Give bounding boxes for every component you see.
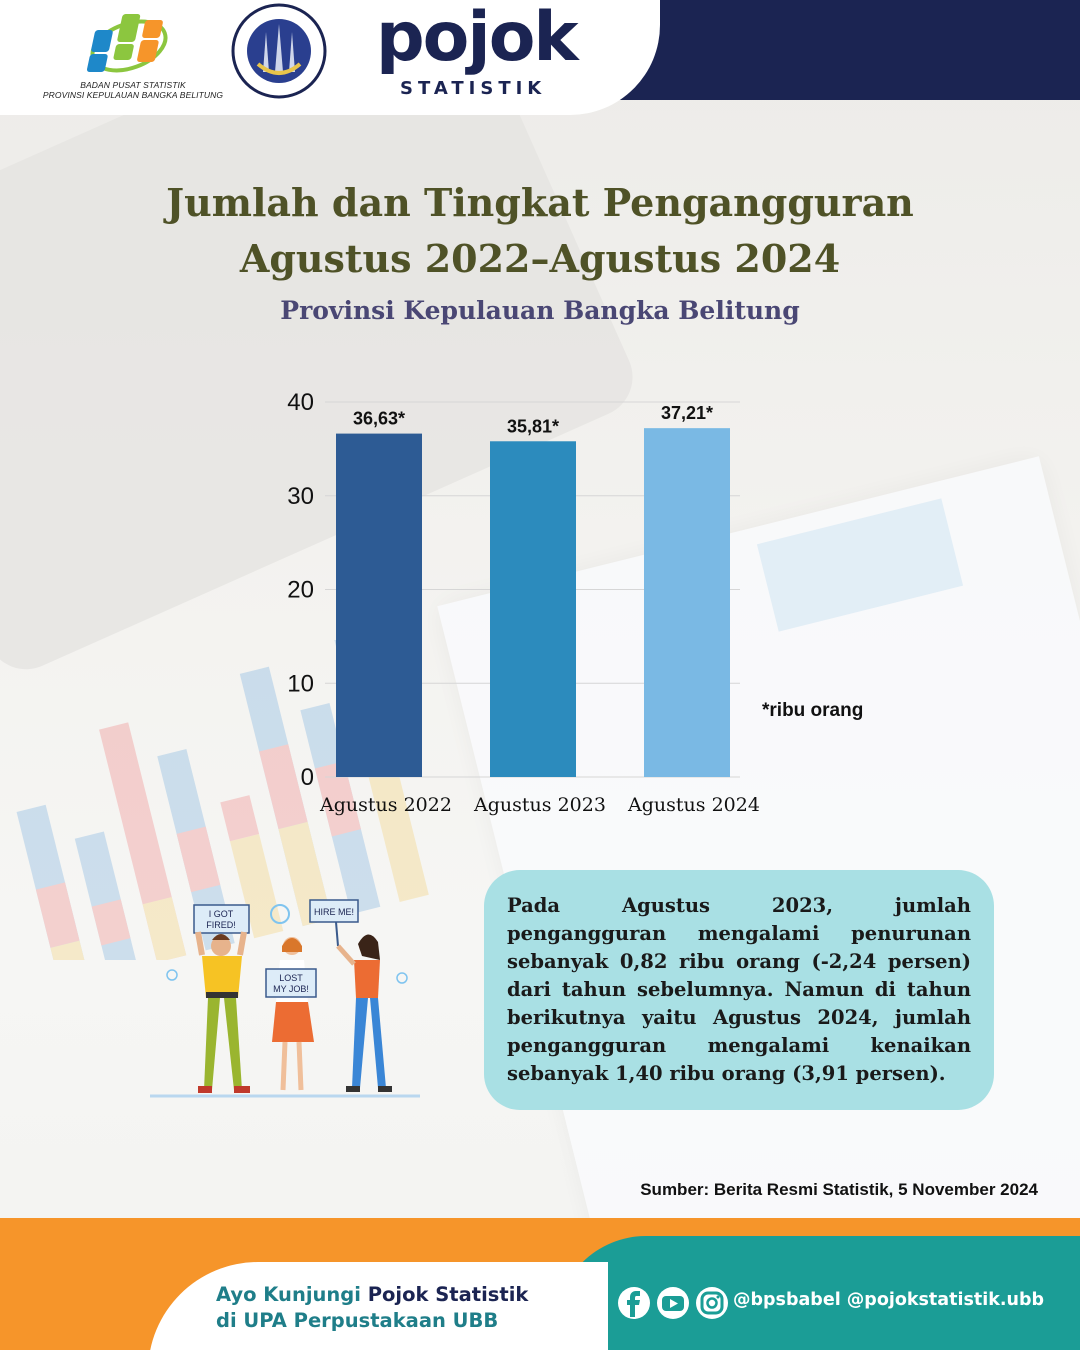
pojok-brand-word: pojok (376, 0, 577, 77)
bps-label-line1: BADAN PUSAT STATISTIK (80, 80, 186, 90)
x-tick-label: Agustus 2022 (320, 794, 452, 816)
data-label: 36,63* (352, 408, 406, 429)
instagram-icon[interactable] (696, 1287, 728, 1319)
note-text: Pada Agustus 2023, jumlah pengangguran mengalami penurunan sebanyak 0,82 ribu orang (-2,24 persen) dari tahun sebelumnya. Namun di tahun berikutnya yaitu Agustus 2024, jumlah pengangguran mengalami kenaikan sebanyak 1,40 ribu orang (3,91 persen). (507, 894, 971, 1085)
y-tick-label: 0 (300, 764, 314, 791)
footer-visit-brand: Pojok Statistik (367, 1283, 529, 1306)
chart-unit-note: *ribu orang (762, 700, 864, 721)
x-tick-label: Agustus 2023 (474, 794, 606, 816)
footer-white-panel (148, 1262, 608, 1350)
sign-right: HIRE ME! (313, 907, 355, 917)
bar (490, 441, 576, 777)
chart-title-line2: Agustus 2022–Agustus 2024 (239, 236, 841, 281)
pojok-brand-sub: STATISTIK (400, 78, 547, 99)
data-label: 37,21* (660, 403, 714, 424)
y-tick-label: 40 (287, 389, 314, 416)
footer-social-handles: @bpsbabel @pojokstatistik.ubb (733, 1290, 1045, 1310)
bps-label-line2: PROVINSI KEPULAUAN BANGKA BELITUNG (42, 90, 224, 100)
bar-chart (270, 385, 770, 825)
y-tick-label: 20 (287, 576, 314, 604)
y-tick-label: 10 (287, 670, 314, 698)
footer-visit-line2: di UPA Perpustakaan UBB (216, 1309, 499, 1332)
source-citation: Sumber: Berita Resmi Statistik, 5 November 2024 (640, 1180, 1038, 1199)
sign-left-line2: FIRED! (206, 920, 236, 930)
bps-logo-icon (86, 8, 172, 80)
bps-logo-label (28, 80, 238, 100)
footer-visit-line1 (216, 1283, 528, 1306)
chart-title-line1: Jumlah dan Tingkat Pengangguran (166, 180, 914, 225)
sign-left-line1: I GOT (208, 909, 234, 919)
youtube-icon[interactable] (657, 1287, 689, 1319)
unemployed-people-illustration (150, 880, 430, 1105)
chart-subtitle: Provinsi Kepulauan Bangka Belitung (280, 296, 800, 325)
footer-visit-prefix: Ayo Kunjungi (216, 1283, 368, 1306)
x-tick-label: Agustus 2024 (628, 794, 760, 816)
bar (644, 428, 730, 777)
ubb-seal-icon (230, 2, 328, 100)
data-label: 35,81* (506, 416, 560, 437)
facebook-icon[interactable] (618, 1287, 650, 1319)
sign-middle-line1: LOST (279, 973, 303, 983)
note-box (484, 870, 994, 1110)
sign-middle-line2: MY JOB! (273, 984, 309, 994)
social-icons (616, 1285, 736, 1321)
bar (336, 434, 422, 777)
y-tick-label: 30 (287, 482, 314, 510)
